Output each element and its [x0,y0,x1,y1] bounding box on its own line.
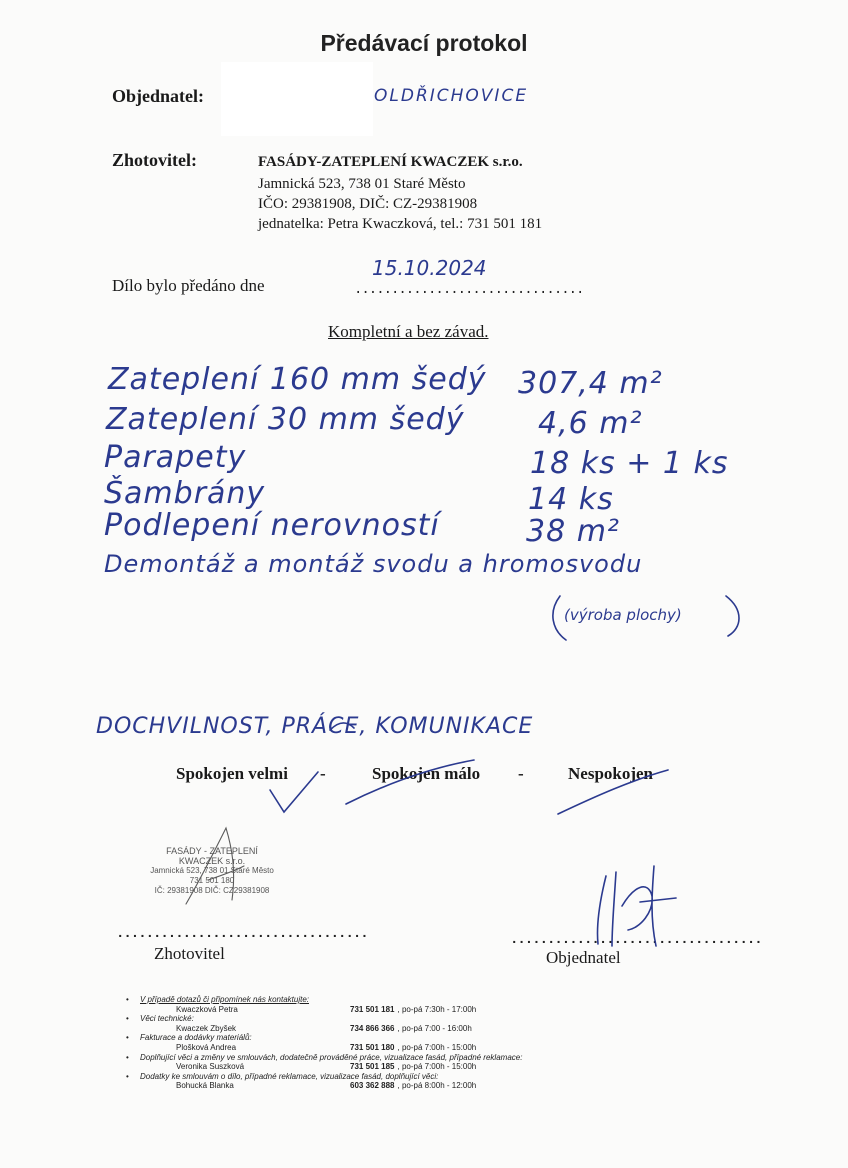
contact-hours: , po-pá 8:00h - 12:00h [397,1081,477,1091]
hw-qty-2: 4,6 m² [538,406,643,441]
company-address: Jamnická 523, 738 01 Staré Město [258,176,466,192]
rating-option-very: Spokojen velmi [176,764,288,783]
signature-label-contractor: Zhotovitel [154,944,225,963]
contact-hours: , po-pá 7:00h - 15:00h [397,1042,477,1052]
customer-label: Objednatel: [112,86,204,106]
handover-date: 15.10.2024 [372,256,487,280]
hw-qty-1: 307,4 m² [518,366,663,401]
contact-hours: , po-pá 7:30h - 17:00h [397,1004,477,1014]
hw-item-6: Demontáž a montáž svodu a hromosvodu [104,550,643,578]
contact-phone: 734 866 366 [350,1023,395,1033]
date-dots: ............................... [354,282,584,298]
handover-label: Dílo bylo předáno dne [112,276,265,295]
rating-option-little: Spokojen málo [372,764,481,783]
contact-phone: 731 501 181 [350,1004,395,1014]
contact-name: Veronika Suszková [176,1062,245,1072]
contractor-label: Zhotovitel: [112,150,197,170]
rating-sep-1: - [320,764,326,783]
company-director: jednatelka: Petra Kwaczková, tel.: 731 501 181 [258,216,543,232]
parenthesis-stroke [553,596,566,640]
stamp-line3: Jamnická 523, 738 01 Staré Město [150,866,274,875]
customer-value: OLDŘICHOVICE [374,86,529,106]
hw-item-2: Zateplení 30 mm šedý [106,402,465,437]
contact-heading: • Fakturace a dodávky materiálů: [120,1033,640,1043]
cross-stroke-2 [558,770,668,814]
hw-item-4: Šambrány [104,476,266,511]
checkmark-stroke [270,772,318,812]
contact-phone: 603 362 888 [350,1081,395,1091]
hw-item-7: (výroba plochy) [564,606,682,624]
rating-option-not: Nespokojen [568,764,654,783]
contact-name: Kwaczek Zbyšek [176,1023,237,1033]
contact-phone: 731 501 185 [350,1062,395,1072]
signature-dots-left: .................................. [116,926,368,942]
contact-hours: , po-pá 7:00h - 15:00h [397,1062,477,1072]
contact-heading: • Doplňující věci a změny ve smlouvách, dodatečně prováděné práce, vizualizace fasád, případné reklamace: [120,1053,640,1063]
customer-signature [597,866,676,946]
contacts-intro: • V případě dotazů či připomínek nás kontaktujte: [120,995,640,1005]
signature-dots-right: .................................. [510,932,762,948]
parenthesis-stroke [726,596,739,636]
rating-heading: DOCHVILNOST, PRÁCE, KOMUNIKACE [96,714,534,739]
contact-hours: , po-pá 7:00 - 16:00h [397,1023,472,1033]
contact-name: Plošková Andrea [176,1042,237,1052]
company-name: FASÁDY-ZATEPLENÍ KWACZEK s.r.o. [258,154,523,170]
complete-text: Kompletní a bez závad. [328,322,489,341]
contact-heading: • Dodatky ke smlouvám o dílo, případné reklamace, vizualizace fasád, doplňující věci: [120,1072,640,1082]
contact-name: Kwaczková Petra [176,1004,238,1014]
hw-item-3: Parapety [104,440,247,475]
stamp-line5: IČ: 29381908 DIČ: CZ29381908 [154,886,270,895]
document-title: Předávací protokol [320,30,528,56]
stamp-line2: KWACZEK s.r.o. [178,856,246,866]
contact-name: Bohucká Blanka [176,1081,234,1091]
stamp-line4: 731 501 180 [189,876,235,885]
hw-item-5: Podlepení nerovností [104,508,440,543]
hw-qty-3: 18 ks + 1 ks [530,446,729,481]
rating-sep-2: - [518,764,524,783]
heading-strike [330,723,354,730]
hw-qty-4: 14 ks [528,482,614,517]
signature-label-customer: Objednatel [546,948,621,967]
stamp-line1: FASÁDY - ZATEPLENÍ [166,846,258,856]
hw-item-1: Zateplení 160 mm šedý [108,362,487,397]
company-ids: IČO: 29381908, DIČ: CZ-29381908 [258,196,478,212]
cross-stroke-1 [346,760,474,804]
stamp-signature [186,828,244,904]
contact-phone: 731 501 180 [350,1042,395,1052]
hw-qty-5: 38 m² [526,514,620,549]
contact-heading: • Věci technické: [120,1014,640,1024]
